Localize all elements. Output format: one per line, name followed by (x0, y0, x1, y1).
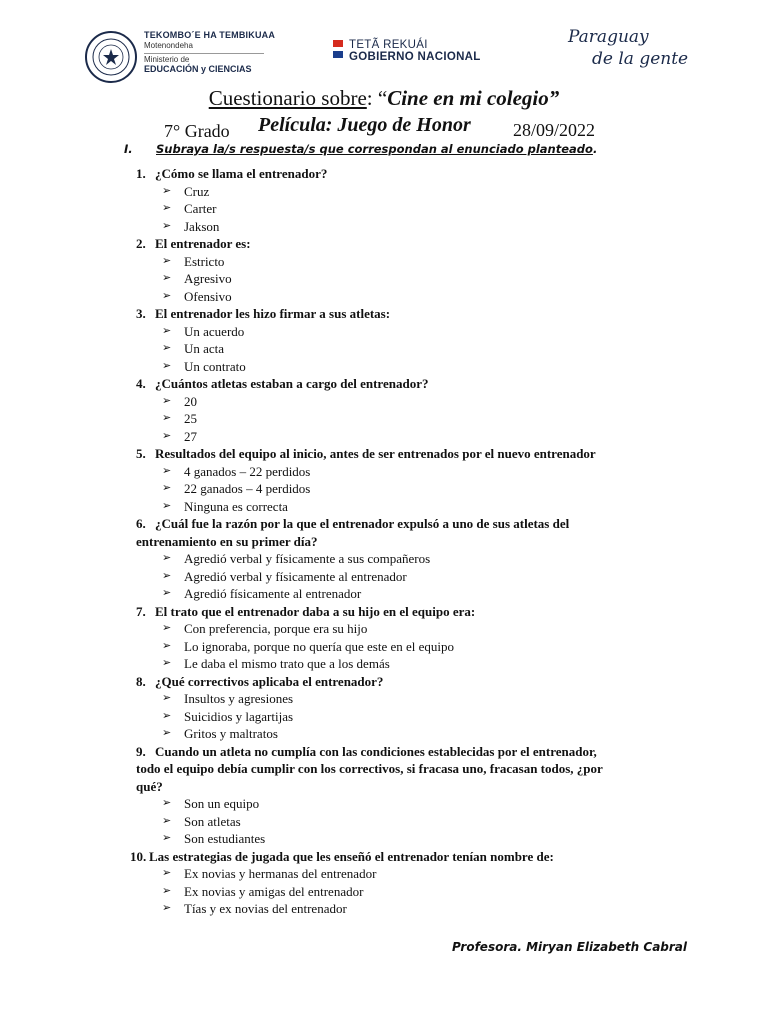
answer-option-text: 25 (184, 411, 197, 426)
question-block (0, 165, 768, 235)
teacher-signature: Profesora. Miryan Elizabeth Cabral (452, 940, 688, 954)
answer-option-text: 27 (184, 428, 197, 444)
answer-option-text: Agredió verbal y físicamente a sus compañeros (184, 551, 431, 566)
answer-option-text: Un acta (184, 341, 225, 356)
question-list (0, 165, 768, 918)
ministry-line1: TEKOMBO´E HA TEMBIKUAA (144, 30, 276, 40)
question-heading (0, 305, 768, 323)
arrow-bullet-icon: ➢ (162, 342, 172, 354)
answer-option[interactable] (0, 253, 768, 271)
arrow-bullet-icon: ➢ (162, 202, 172, 214)
arrow-bullet-icon: ➢ (162, 727, 172, 739)
answer-option[interactable] (0, 550, 768, 568)
flag-icon (333, 40, 343, 62)
arrow-bullet-icon: ➢ (162, 412, 172, 424)
question-text: ¿Cómo se llama el entrenador? (155, 166, 328, 181)
government-line2: GOBIERNO NACIONAL (349, 51, 481, 63)
question-heading (0, 235, 768, 253)
answer-option[interactable] (0, 200, 768, 218)
ministry-logo (144, 30, 304, 74)
question-heading (0, 743, 616, 796)
question-block (0, 235, 768, 305)
question-heading (0, 375, 768, 393)
arrow-bullet-icon: ➢ (162, 499, 172, 512)
question-block (0, 743, 768, 848)
answer-option[interactable] (0, 900, 768, 918)
arrow-bullet-icon: ➢ (162, 867, 172, 879)
arrow-bullet-icon: ➢ (162, 692, 172, 704)
answer-option-text: Carter (184, 201, 217, 216)
brand-line2: de la gente (592, 49, 689, 69)
answer-option-text: Ex novias y amigas del entrenador (184, 883, 364, 899)
movie-label: Película: Juego de Honor (258, 114, 471, 136)
question-number: 5. (136, 446, 146, 461)
brand-line1: Paraguay (568, 27, 649, 47)
question-heading (0, 445, 768, 463)
answer-option-text: Ex novias y hermanas del entrenador (184, 866, 377, 881)
question-heading (0, 673, 768, 691)
answer-option[interactable] (0, 480, 768, 498)
brand-logo (568, 26, 688, 70)
arrow-bullet-icon: ➢ (162, 289, 172, 302)
answer-option[interactable] (0, 358, 768, 376)
ministry-line3: Ministerio de (144, 53, 264, 64)
answer-option[interactable] (0, 498, 768, 516)
arrow-bullet-icon: ➢ (162, 622, 172, 634)
answer-option[interactable] (0, 218, 768, 236)
question-text: Las estrategias de jugada que les enseñó el entrenador tenían nombre de: (149, 848, 554, 864)
answer-option[interactable] (0, 830, 768, 848)
national-seal-icon (84, 30, 138, 84)
answer-option-text: Jakson (184, 218, 220, 234)
arrow-bullet-icon: ➢ (162, 569, 172, 582)
page-title (0, 86, 768, 111)
answer-option[interactable] (0, 270, 768, 288)
answer-option[interactable] (0, 655, 768, 673)
answer-option-text: Son un equipo (184, 796, 260, 811)
answer-option[interactable] (0, 410, 768, 428)
instruction-period: . (592, 142, 598, 156)
question-number: 6. (136, 516, 146, 531)
arrow-bullet-icon: ➢ (162, 552, 172, 564)
title-prefix: Cuestionario sobre (208, 86, 367, 110)
answer-option-text: Ninguna es correcta (184, 498, 288, 514)
header-logos (0, 0, 768, 90)
answer-option[interactable] (0, 288, 768, 306)
answer-option[interactable] (0, 585, 768, 603)
question-heading (0, 515, 616, 550)
answer-option-text: Agredió verbal y físicamente al entrenador (184, 568, 407, 584)
question-block (0, 673, 768, 743)
answer-option[interactable] (0, 725, 768, 743)
arrow-bullet-icon: ➢ (162, 797, 172, 809)
arrow-bullet-icon: ➢ (162, 902, 172, 914)
answer-option[interactable] (0, 813, 768, 831)
instruction-number: I. (124, 142, 133, 156)
question-number: 7. (136, 603, 146, 619)
instruction (124, 142, 597, 156)
question-number: 8. (136, 673, 146, 689)
answer-option[interactable] (0, 690, 768, 708)
question-heading (0, 603, 768, 621)
question-text: El entrenador es: (155, 236, 251, 251)
question-text: El trato que el entrenador daba a su hijo en el equipo era: (155, 603, 476, 619)
answer-option[interactable] (0, 183, 768, 201)
answer-option[interactable] (0, 568, 768, 586)
question-number: 1. (136, 166, 146, 181)
answer-option-text: Estricto (184, 253, 225, 269)
answer-option[interactable] (0, 620, 768, 638)
question-block (0, 375, 768, 445)
answer-option[interactable] (0, 463, 768, 481)
ministry-line2: Motenondeha (144, 41, 193, 50)
question-text: Cuando un atleta no cumplía con las condiciones establecidas por el entrenador, todo el equipo debía cumplir con los correctivos, si fracasa uno, fracasan todos, ¿por qué? (136, 743, 603, 794)
arrow-bullet-icon: ➢ (162, 254, 172, 267)
answer-option-text: Agredió físicamente al entrenador (184, 586, 362, 601)
arrow-bullet-icon: ➢ (162, 464, 172, 477)
question-number: 10. (130, 848, 147, 864)
answer-option[interactable] (0, 883, 768, 901)
answer-option[interactable] (0, 340, 768, 358)
question-number: 4. (136, 376, 146, 391)
government-line1: TETÃ REKUÁI (349, 39, 428, 51)
question-block (0, 848, 768, 918)
answer-option-text: Cruz (184, 183, 210, 199)
answer-option-text: Lo ignoraba, porque no quería que este en el equipo (184, 638, 455, 654)
ministry-line4: EDUCACIÓN y CIENCIAS (144, 64, 252, 74)
arrow-bullet-icon: ➢ (162, 709, 172, 722)
answer-option-text: 4 ganados – 22 perdidos (184, 463, 311, 479)
arrow-bullet-icon: ➢ (162, 639, 172, 652)
arrow-bullet-icon: ➢ (162, 429, 172, 442)
arrow-bullet-icon: ➢ (162, 359, 172, 372)
answer-option[interactable] (0, 638, 768, 656)
answer-option[interactable] (0, 708, 768, 726)
title-colon: : “ (366, 86, 388, 110)
answer-option[interactable] (0, 865, 768, 883)
arrow-bullet-icon: ➢ (162, 482, 172, 494)
grade-label: 7° Grado (164, 121, 230, 141)
arrow-bullet-icon: ➢ (162, 219, 172, 232)
question-text: Resultados del equipo al inicio, antes de ser entrenados por el nuevo entrenador (155, 446, 596, 461)
question-text: ¿Cuál fue la razón por la que el entrenador expulsó a uno de sus atletas del entrenamiento en su primer día? (136, 516, 570, 549)
answer-option-text: Tías y ex novias del entrenador (184, 901, 347, 916)
answer-option-text: Son estudiantes (184, 831, 266, 846)
question-block (0, 305, 768, 375)
arrow-bullet-icon: ➢ (162, 184, 172, 197)
title-film: Cine en mi colegio” (387, 86, 560, 110)
question-text: El entrenador les hizo firmar a sus atletas: (155, 306, 391, 321)
answer-option[interactable] (0, 323, 768, 341)
question-number: 3. (136, 306, 146, 321)
arrow-bullet-icon: ➢ (162, 814, 172, 827)
answer-option-text: Agresivo (184, 271, 232, 286)
question-text: ¿Cuántos atletas estaban a cargo del entrenador? (155, 376, 429, 391)
answer-option-text: 22 ganados – 4 perdidos (184, 481, 311, 496)
question-heading (0, 848, 768, 866)
answer-option[interactable] (0, 428, 768, 446)
arrow-bullet-icon: ➢ (162, 272, 172, 284)
answer-option-text: Gritos y maltratos (184, 726, 278, 741)
answer-option-text: Le daba el mismo trato que a los demás (184, 656, 390, 671)
answer-option-text: Insultos y agresiones (184, 691, 294, 706)
question-text: ¿Qué correctivos aplicaba el entrenador? (155, 673, 384, 689)
answer-option-text: Ofensivo (184, 288, 232, 304)
answer-option-text: Son atletas (184, 813, 241, 829)
question-block (0, 603, 768, 673)
answer-option-text: Un contrato (184, 358, 246, 374)
arrow-bullet-icon: ➢ (162, 884, 172, 897)
question-block (0, 515, 768, 603)
answer-option-text: 20 (184, 393, 197, 409)
date-label: 28/09/2022 (513, 120, 596, 140)
arrow-bullet-icon: ➢ (162, 657, 172, 669)
answer-option-text: Suicidios y lagartijas (184, 708, 294, 724)
arrow-bullet-icon: ➢ (162, 394, 172, 407)
answer-option[interactable] (0, 795, 768, 813)
instruction-text: Subraya la/s respuesta/s que correspondan al enunciado planteado (156, 142, 593, 156)
arrow-bullet-icon: ➢ (162, 324, 172, 337)
answer-option-text: Con preferencia, porque era su hijo (184, 621, 368, 636)
question-heading (0, 165, 768, 183)
answer-option-text: Un acuerdo (184, 323, 245, 339)
arrow-bullet-icon: ➢ (162, 832, 172, 844)
question-number: 2. (136, 236, 146, 251)
answer-option[interactable] (0, 393, 768, 411)
question-block (0, 445, 768, 515)
question-number: 9. (136, 743, 146, 759)
arrow-bullet-icon: ➢ (162, 587, 172, 599)
